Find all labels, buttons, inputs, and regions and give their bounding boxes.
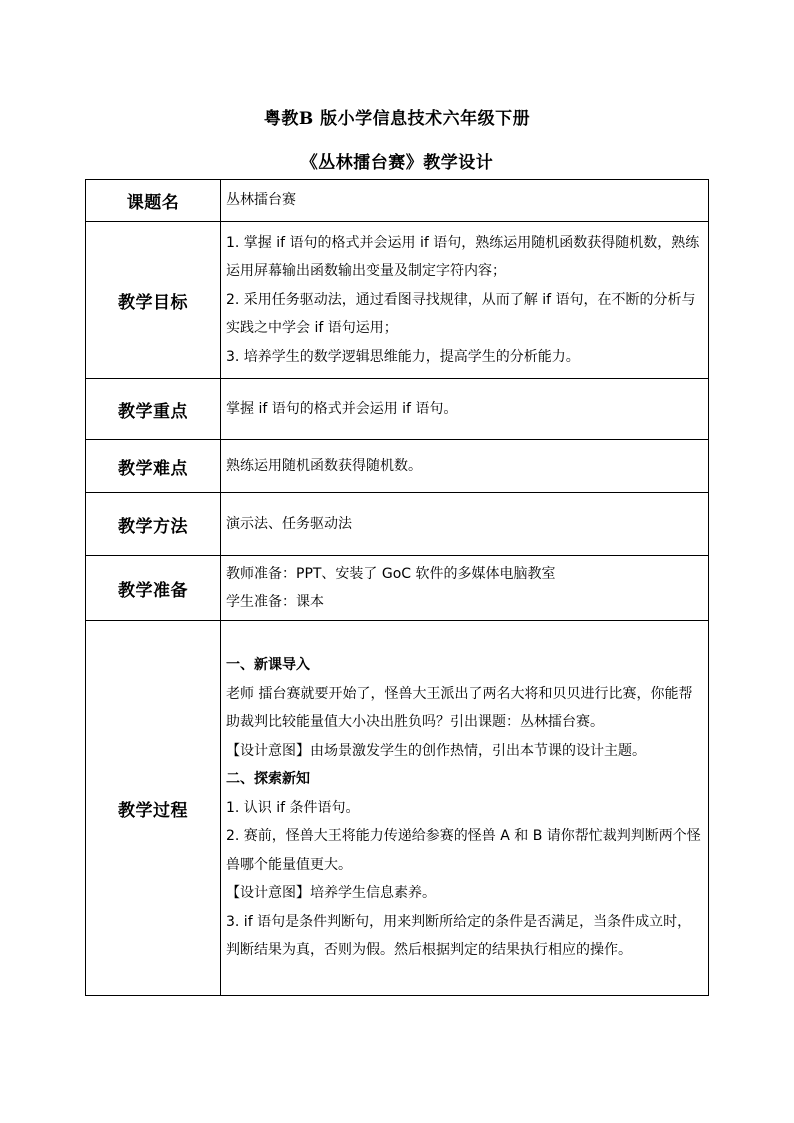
methods-value: 演示法、任务驱动法 xyxy=(221,493,709,556)
process-label: 教学过程 xyxy=(86,621,221,996)
section-heading: 二、探索新知 xyxy=(226,771,310,788)
key-points-label: 教学重点 xyxy=(86,379,221,440)
topic-value: 丛林擂台赛 xyxy=(221,180,709,222)
topic-label: 课题名 xyxy=(86,180,221,222)
row-objectives xyxy=(86,222,709,379)
objective-item: 2. 采用任务驱动法，通过看图寻找规律，从而了解 if 语句，在不断的分析与实践之中学会 if 语句运用； xyxy=(226,291,696,337)
design-intent: 【设计意图】由场景激发学生的创作热情，引出本节课的设计主题。 xyxy=(226,742,646,759)
row-difficulties xyxy=(86,440,709,493)
row-topic xyxy=(86,180,709,222)
list-item: 1. 认识 if 条件语句。 xyxy=(226,799,360,816)
row-preparation xyxy=(86,556,709,621)
preparation-label: 教学准备 xyxy=(86,556,221,621)
objectives-label: 教学目标 xyxy=(86,222,221,379)
difficulties-value: 熟练运用随机函数获得随机数。 xyxy=(221,440,709,493)
difficulties-label: 教学难点 xyxy=(86,440,221,493)
design-intent: 【设计意图】培养学生信息素养。 xyxy=(226,885,436,902)
key-points-value: 掌握 if 语句的格式并会运用 if 语句。 xyxy=(221,379,709,440)
document-title: 粤教B 版小学信息技术六年级下册 xyxy=(263,109,531,129)
lesson-plan-table xyxy=(85,179,709,996)
objectives-cell xyxy=(221,222,709,379)
preparation-cell xyxy=(221,556,709,621)
paragraph: 老师 擂台赛就要开始了，怪兽大王派出了两名大将和贝贝进行比赛，你能帮助裁判比较能量值大小决出胜负吗？引出课题：丛林擂台赛。 xyxy=(226,685,693,731)
teacher-preparation: 教师准备：PPT、安装了 GoC 软件的多媒体电脑教室 xyxy=(226,565,556,582)
methods-label: 教学方法 xyxy=(86,493,221,556)
process-cell xyxy=(221,621,709,996)
list-item: 2. 赛前，怪兽大王将能力传递给参赛的怪兽 A 和 B 请你帮忙裁判判断两个怪兽哪个能量值更大。 xyxy=(226,828,701,873)
section-heading: 一、新课导入 xyxy=(226,657,310,674)
objective-item: 1. 掌握 if 语句的格式并会运用 if 语句，熟练运用随机函数获得随机数，熟练运用屏幕输出函数输出变量及制定字符内容； xyxy=(226,234,700,280)
row-methods xyxy=(86,493,709,556)
student-preparation: 学生准备：课本 xyxy=(226,594,324,610)
document-subtitle: 《丛林擂台赛》教学设计 xyxy=(300,153,494,173)
list-item: 3. if 语句是条件判断句，用来判断所给定的条件是否满足，当条件成立时，判断结果为真，否则为假。然后根据判定的结果执行相应的操作。 xyxy=(226,913,692,959)
row-process xyxy=(86,621,709,996)
row-key-points xyxy=(86,379,709,440)
objective-item: 3. 培养学生的数学逻辑思维能力，提高学生的分析能力。 xyxy=(226,348,580,365)
